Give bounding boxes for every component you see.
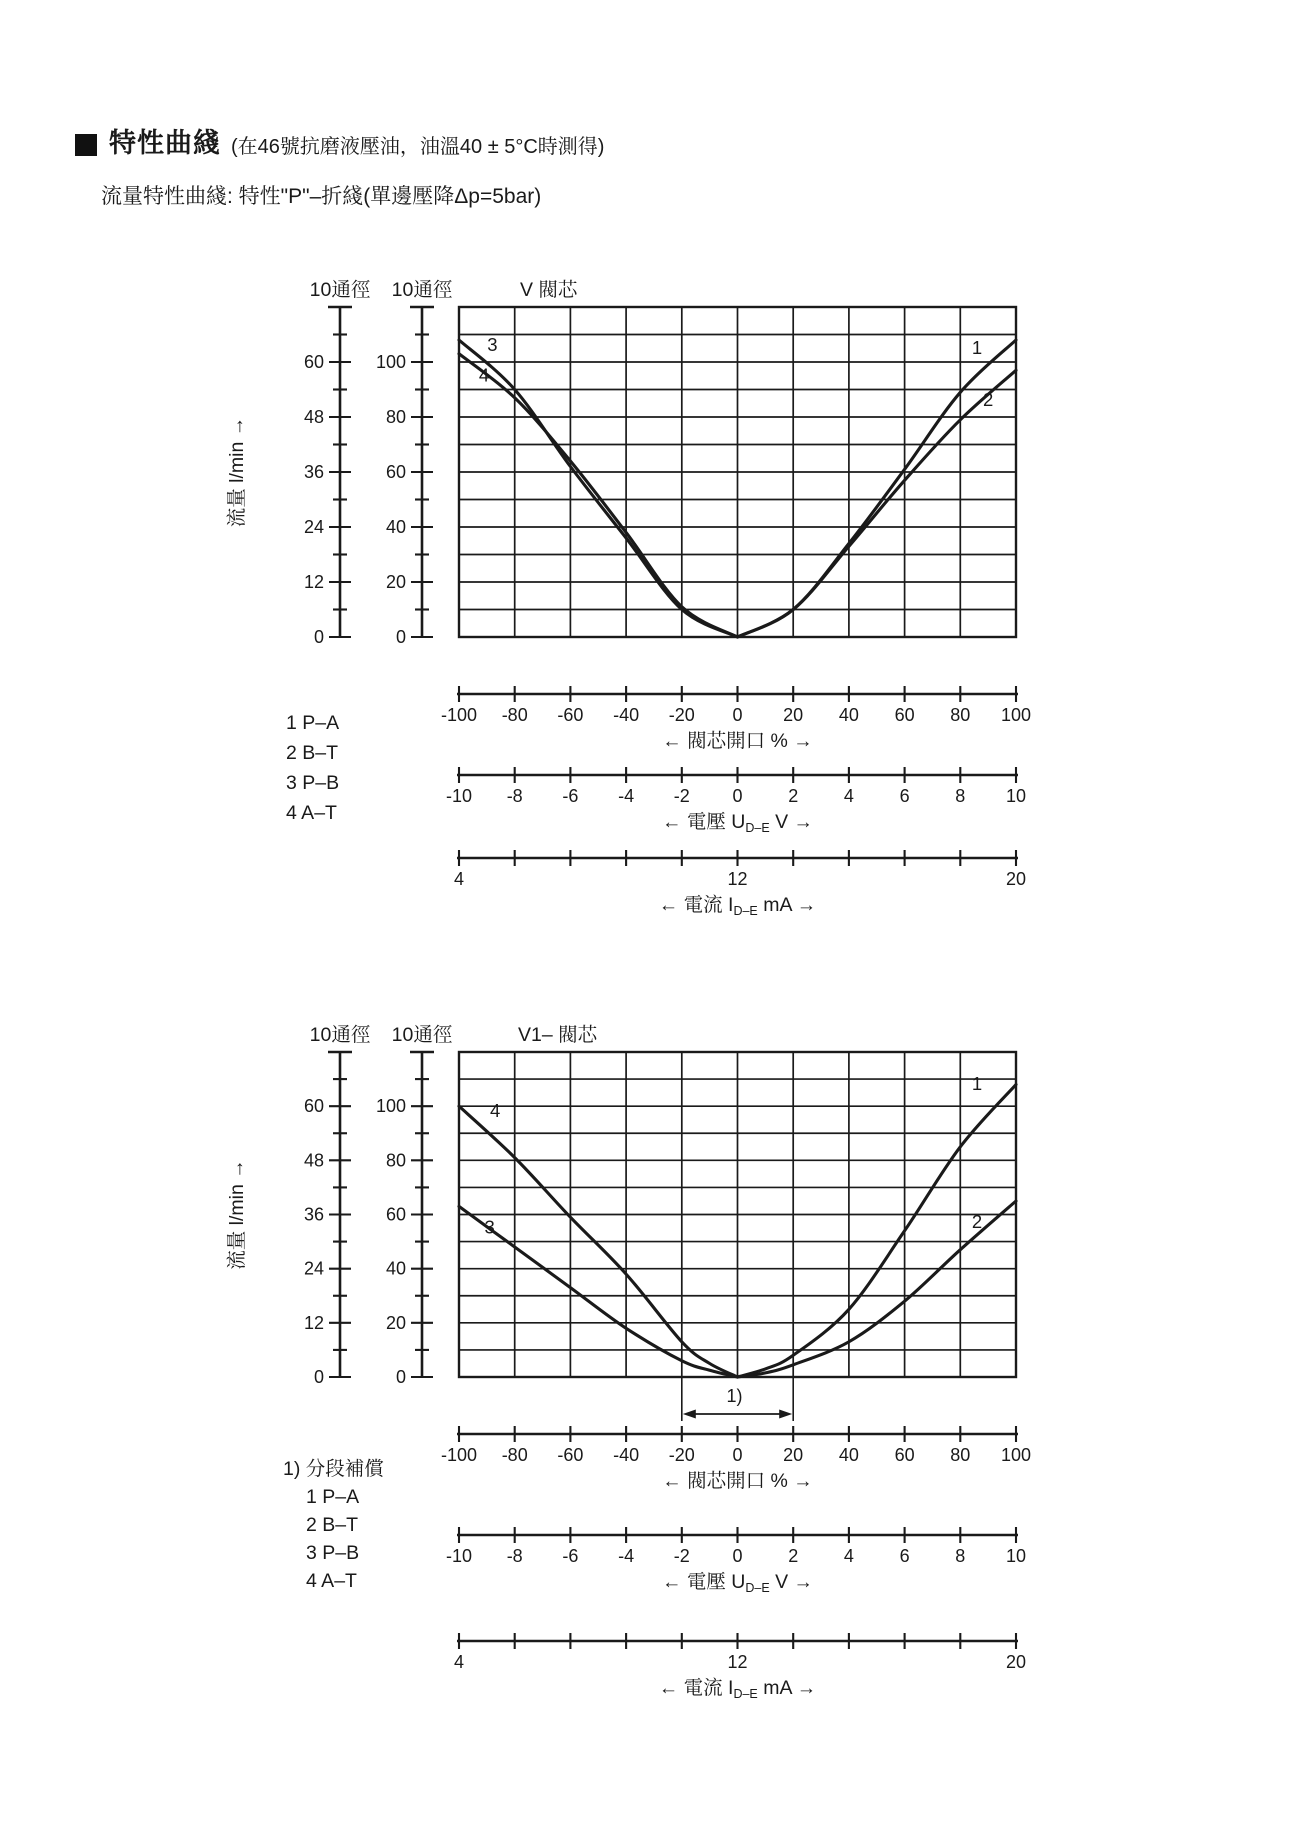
- x-tick-label: -6: [562, 1546, 579, 1566]
- x-tick-label: 100: [1000, 705, 1032, 725]
- x-tick-label: -40: [613, 1445, 640, 1465]
- x-tick-label: -80: [501, 705, 528, 725]
- x-tick-label: 2: [788, 786, 799, 806]
- x-tick-label: 4: [843, 786, 854, 806]
- y-tick-label: 20: [385, 572, 406, 592]
- y-tick-label: 12: [303, 1312, 324, 1333]
- x-tick-label: -2: [673, 786, 690, 806]
- y-tick-label: 24: [303, 517, 324, 537]
- curve-1-P–A: [738, 340, 1017, 637]
- x-tick-label: 60: [894, 705, 915, 725]
- y-tick-label: 60: [385, 1204, 406, 1225]
- plot-grid: [459, 1052, 1016, 1377]
- x-tick-label: 4: [453, 869, 465, 889]
- x-tick-label: 20: [1005, 869, 1027, 889]
- arrow-left-icon: [683, 1410, 696, 1419]
- x-tick-label: 80: [950, 1445, 971, 1465]
- x-tick-label: 12: [727, 1652, 748, 1672]
- y-tick-label: 80: [385, 407, 406, 427]
- spool-title: V 閥芯: [520, 279, 578, 301]
- x-tick-label: 20: [783, 705, 804, 725]
- y-tick-label: 60: [303, 352, 324, 372]
- x-tick-label: -40: [613, 705, 640, 725]
- size-header: 10通徑: [391, 1024, 453, 1046]
- x-tick-label: 0: [732, 705, 743, 725]
- y-tick-label: 12: [303, 572, 324, 592]
- x-scale-0: [441, 1426, 1031, 1492]
- plot-grid: [459, 307, 1016, 637]
- x-tick-label: -60: [557, 1445, 584, 1465]
- x-tick-label: -8: [506, 1546, 523, 1566]
- x-tick-label: -6: [562, 786, 579, 806]
- x-scale-1: [446, 1527, 1026, 1595]
- y-tick-label: 40: [385, 1258, 406, 1279]
- curve-number-label: 3: [487, 334, 498, 355]
- size-header: 10通徑: [309, 1024, 371, 1046]
- y-scale-%: [376, 307, 434, 647]
- x-tick-label: 60: [894, 1445, 915, 1465]
- x-tick-label: 40: [838, 705, 859, 725]
- x-tick-label: -80: [501, 1445, 528, 1465]
- x-tick-label: -4: [618, 786, 635, 806]
- y-tick-label: 48: [303, 407, 324, 427]
- y-tick-label: 100: [375, 1096, 406, 1117]
- x-tick-label: -100: [440, 1445, 478, 1465]
- legend-item-2: 2 B–T: [286, 742, 339, 764]
- arrow-right-icon: [779, 1410, 792, 1419]
- spool-title: V1– 閥芯: [518, 1024, 598, 1046]
- x-tick-label: -4: [618, 1546, 635, 1566]
- legend-item-3: 3 P–B: [306, 1542, 360, 1564]
- legend-item-1: 1 P–A: [286, 712, 340, 734]
- curve-number-label: 2: [971, 1211, 983, 1233]
- curve-number-label: 3: [484, 1216, 495, 1238]
- curve-number-label: 4: [478, 364, 490, 386]
- x-tick-label: 4: [843, 1546, 854, 1566]
- y-tick-label: 0: [313, 627, 324, 647]
- page-title-note: (在46號抗磨液壓油，油溫40 ± 5°C時測得): [231, 136, 605, 158]
- curve-3-P–B: [459, 1206, 738, 1377]
- x-tick-label: 12: [727, 869, 748, 889]
- x-tick-label: -100: [440, 705, 478, 725]
- size-header: 10通徑: [309, 279, 371, 301]
- x-axis-caption: ← 電流 $I_{D-E}$ mA →: [658, 1677, 817, 1701]
- y-scale-l/min: [304, 307, 352, 647]
- x-tick-label: -20: [668, 1445, 695, 1465]
- x-tick-label: 10: [1005, 786, 1027, 806]
- x-tick-label: 20: [783, 1445, 804, 1465]
- deadband-label: 1): [726, 1386, 743, 1406]
- y-tick-label: 60: [303, 1096, 324, 1117]
- deadband-annotation: [682, 1378, 793, 1421]
- curve-4-A–T: [459, 354, 738, 637]
- chart-subtitle: 流量特性曲綫: 特性"P"–折綫(單邊壓降Δp=5bar): [101, 185, 542, 208]
- y-tick-label: 80: [385, 1150, 406, 1171]
- y-tick-label: 100: [375, 352, 406, 372]
- x-tick-label: -2: [673, 1546, 690, 1566]
- x-scale-0: [441, 686, 1031, 752]
- x-tick-label: -8: [506, 786, 523, 806]
- x-axis-caption: ← 閥芯開口 % →: [662, 1470, 813, 1492]
- curve-number-label: 2: [983, 389, 994, 410]
- y-tick-label: 0: [313, 1367, 324, 1387]
- x-tick-label: 6: [899, 786, 910, 806]
- y-tick-label: 40: [385, 517, 406, 537]
- x-tick-label: 20: [1005, 1652, 1027, 1672]
- y-tick-label: 48: [303, 1150, 324, 1171]
- chart-v1-spool: [226, 1024, 1031, 1701]
- y-tick-label: 36: [303, 462, 324, 482]
- legend-item-1: 1 P–A: [306, 1486, 360, 1508]
- y-scale-l/min: [304, 1052, 352, 1387]
- x-scale-1: [446, 767, 1026, 835]
- x-tick-label: 8: [955, 1546, 966, 1566]
- x-tick-label: 40: [838, 1445, 859, 1465]
- legend-note: 1) 分段補償: [283, 1458, 384, 1480]
- size-header: 10通徑: [391, 279, 453, 301]
- curve-number-label: 4: [490, 1100, 501, 1121]
- legend-item-2: 2 B–T: [306, 1514, 359, 1536]
- y-tick-label: 20: [385, 1312, 406, 1333]
- y-axis-label: 流量 l/min →: [226, 416, 248, 528]
- x-scale-2: [454, 1633, 1026, 1701]
- curve-number-label: 1: [971, 1072, 983, 1094]
- y-scale-%: [376, 1052, 434, 1387]
- x-tick-label: 4: [453, 1652, 465, 1672]
- x-tick-label: -20: [668, 705, 695, 725]
- legend-item-4: 4 A–T: [306, 1570, 357, 1592]
- y-tick-label: 0: [395, 627, 406, 647]
- y-tick-label: 24: [303, 1258, 324, 1279]
- x-tick-label: -60: [557, 705, 584, 725]
- x-tick-label: 100: [1000, 1445, 1032, 1465]
- x-axis-caption: ← 電流 $I_{D-E}$ mA →: [658, 894, 817, 918]
- curve-2-B–T: [738, 370, 1017, 637]
- x-scale-2: [454, 850, 1026, 918]
- x-tick-label: 6: [899, 1546, 910, 1566]
- page-title: 特性曲綫: [109, 128, 221, 158]
- legend-item-3: 3 P–B: [286, 772, 340, 794]
- x-tick-label: -10: [445, 1546, 473, 1566]
- y-tick-label: 60: [385, 462, 406, 482]
- x-tick-label: 80: [950, 705, 971, 725]
- x-tick-label: 0: [732, 1445, 743, 1465]
- y-axis-label: 流量 l/min →: [226, 1159, 248, 1270]
- curve-number-label: 1: [971, 336, 983, 358]
- chart-v-spool: [226, 279, 1031, 918]
- y-tick-label: 0: [395, 1367, 406, 1387]
- x-tick-label: 0: [732, 1546, 743, 1566]
- x-tick-label: -10: [445, 786, 473, 806]
- legend-item-4: 4 A–T: [286, 802, 337, 824]
- x-tick-label: 0: [732, 786, 743, 806]
- x-axis-caption: ← 電壓 $U_{D-E}$ V →: [661, 1571, 814, 1595]
- x-axis-caption: ← 電壓 $U_{D-E}$ V →: [661, 811, 814, 835]
- x-axis-caption: ← 閥芯開口 % →: [662, 730, 813, 752]
- x-tick-label: 8: [955, 786, 966, 806]
- x-tick-label: 2: [788, 1546, 799, 1566]
- x-tick-label: 10: [1005, 1546, 1027, 1566]
- y-tick-label: 36: [303, 1204, 324, 1225]
